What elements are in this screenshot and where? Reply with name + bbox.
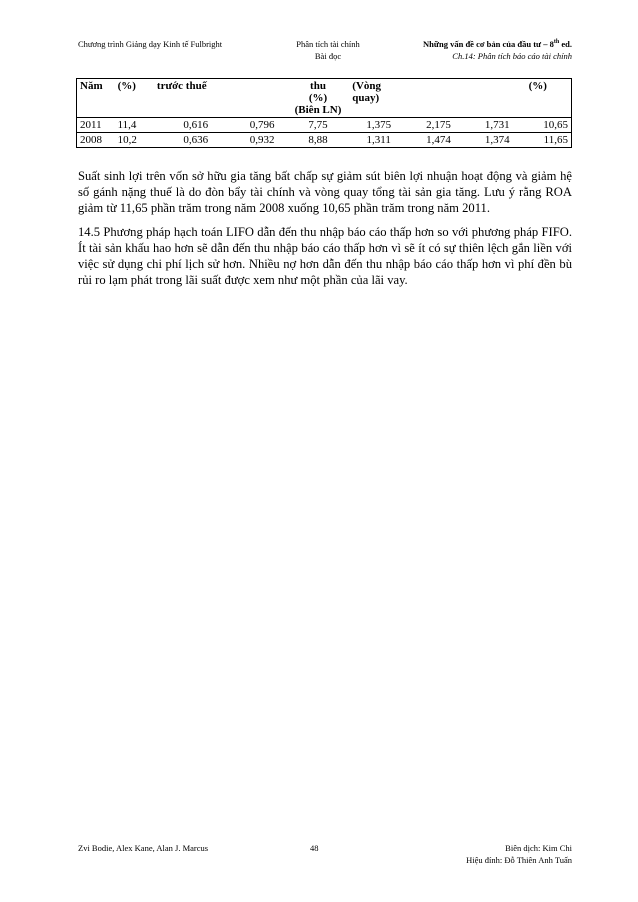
- page-number: 48: [310, 843, 319, 853]
- header-course-subtitle: Bài đọc: [314, 51, 342, 61]
- table-cell: 0,932: [238, 133, 287, 148]
- table-cell: 0,616: [154, 118, 238, 133]
- table-cell: 7,75: [287, 118, 350, 133]
- footer-authors: Zvi Bodie, Alex Kane, Alan J. Marcus: [78, 843, 209, 853]
- table-cell: 11,4: [115, 118, 154, 133]
- col-header-year: Năm: [77, 79, 115, 118]
- table-cell: 0,796: [238, 118, 287, 133]
- ratio-table-head: [77, 79, 572, 118]
- col-header-margin: thu (%) (Biên LN): [294, 80, 342, 116]
- table-cell: 11,65: [526, 133, 572, 148]
- table-row: [77, 118, 572, 133]
- header-chapter: Ch.14: Phân tích báo cáo tài chính: [452, 51, 572, 61]
- paragraph-lifo-answer: 14.5 Phương pháp hạch toán LIFO dẫn đến thu nhập báo cáo thấp hơn so với phương pháp FIFO. Ít tài sản khấu hao hơn sẽ dẫn đến thu nhập báo cáo thấp hơn vì sẽ ít có sự thiên lệch gắn liền với việc sử dụng chi phí lịch sử hơn. Nhiều nợ hơn dẫn đến thu nhập báo cáo thấp hơn vì phí đền bù rủi ro lạm phát trong lãi suất được xem như một phần của lãi vay.: [78, 224, 572, 287]
- header-book-edition: ed.: [559, 39, 572, 49]
- col-header-turnover: (Vòng quay): [352, 80, 382, 104]
- table-cell: 8,88: [287, 133, 350, 148]
- ratio-table-header-row: [77, 79, 572, 118]
- table-cell: 1,731: [469, 118, 526, 133]
- ratio-table-body: [77, 118, 572, 148]
- col-header-blank-2: [408, 79, 469, 118]
- header-book-title-text: Những vấn đề cơ bản của đầu tư – 8: [423, 39, 554, 49]
- header-course-title: Phân tích tài chính: [296, 39, 360, 49]
- col-header-roa: (%): [526, 79, 572, 118]
- footer-editor: Hiệu đính: Đỗ Thiên Anh Tuấn: [466, 855, 572, 865]
- ratio-table: [76, 78, 572, 148]
- table-cell: 2008: [77, 133, 115, 148]
- table-row: [77, 133, 572, 148]
- col-header-roe: (%): [117, 80, 136, 92]
- header-book-edition-sup: th: [553, 39, 560, 46]
- table-cell: 1,375: [349, 118, 408, 133]
- page-header: [78, 38, 572, 72]
- col-header-blank-3: [469, 79, 526, 118]
- table-cell: 1,474: [408, 133, 469, 148]
- table-cell: 1,374: [469, 133, 526, 148]
- table-cell: 2011: [77, 118, 115, 133]
- paragraph-roe-explanation: Suất sinh lợi trên vốn sở hữu gia tăng bất chấp sự giảm sút biên lợi nhuận hoạt động và giảm hệ số gánh nặng thuế là do đòn bẩy tài chính và vòng quay tổng tài sản gia tăng. Lưu ý rằng ROA giảm từ 11,65 phần trăm trong năm 2008 xuống 10,65 phần trăm trong năm 2011.: [78, 168, 572, 215]
- footer-credits: [466, 842, 572, 866]
- table-cell: 2,175: [408, 118, 469, 133]
- table-cell: 10,65: [526, 118, 572, 133]
- col-header-blank-1: [238, 79, 287, 118]
- table-cell: 1,311: [349, 133, 408, 148]
- table-cell: 0,636: [154, 133, 238, 148]
- header-program: Chương trình Giảng dạy Kinh tế Fulbright: [78, 39, 223, 49]
- footer-translator: Biên dịch: Kim Chi: [505, 843, 572, 853]
- col-header-pretax: trước thuế: [156, 80, 207, 92]
- header-course: [273, 38, 383, 62]
- table-cell: 10,2: [115, 133, 154, 148]
- header-book-title: [423, 38, 572, 50]
- header-book: [423, 38, 572, 62]
